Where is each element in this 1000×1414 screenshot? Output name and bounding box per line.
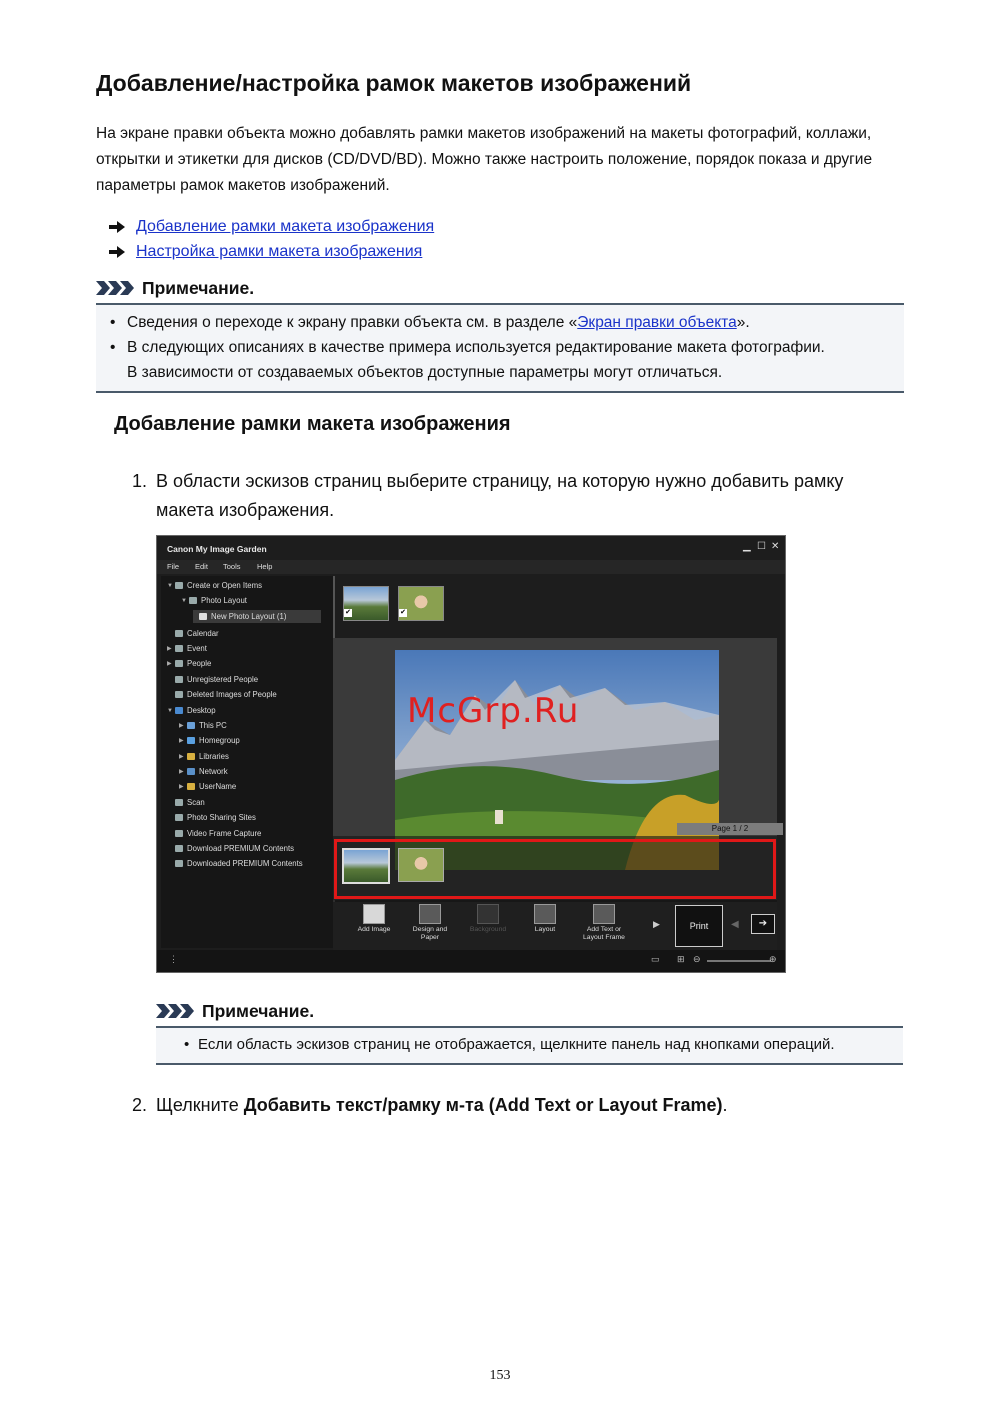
menu-file[interactable]: File [167, 562, 180, 571]
step-1 [132, 467, 892, 527]
person-icon [175, 691, 183, 698]
window-title: Canon My Image Garden [167, 544, 267, 554]
note-chevrons-icon [156, 1003, 196, 1019]
add-image-icon [363, 904, 385, 924]
folder-icon [187, 753, 195, 760]
tree-item-deleted-images[interactable]: Deleted Images of People [167, 690, 277, 699]
note-box [156, 1026, 903, 1065]
tree-item-desktop[interactable]: ▼ Desktop [167, 706, 216, 715]
background-icon [477, 904, 499, 924]
add-image-button[interactable]: Add Image [351, 904, 397, 934]
zoom-slider[interactable] [707, 960, 771, 962]
tree-item-calendar[interactable]: Calendar [167, 629, 219, 638]
desktop-icon [175, 707, 183, 714]
minimize-icon[interactable]: ▁ [743, 541, 751, 552]
design-paper-icon [419, 904, 441, 924]
homegroup-icon [187, 737, 195, 744]
menu-tools[interactable]: Tools [223, 562, 241, 571]
note-text: ». [736, 314, 750, 331]
link-edit-screen[interactable]: Экран правки объекта [577, 314, 737, 331]
highlight-frame [334, 839, 776, 899]
tree-item-photo-layout[interactable]: ▼ Photo Layout [181, 596, 247, 605]
note-heading [96, 273, 904, 303]
layout-button[interactable]: Layout [523, 904, 567, 934]
tree-item-network[interactable]: ▶ Network [179, 767, 228, 776]
add-text-icon [593, 904, 615, 924]
layout-icon [199, 613, 207, 620]
arrow-right-icon [108, 220, 126, 234]
step-number: 1. [132, 471, 148, 491]
status-bar [157, 950, 785, 972]
note-text: Если область эскизов страниц не отображается, щелкните панель над кнопками операций. [198, 1036, 835, 1053]
bullet: • [184, 1036, 190, 1053]
tree-item-scan[interactable]: Scan [167, 798, 205, 807]
zoom-in-icon[interactable]: ⊕ [769, 954, 777, 964]
layout-icon [189, 597, 197, 604]
tree-item-download-premium[interactable]: Download PREMIUM Contents [167, 844, 294, 853]
chevron-right-icon[interactable]: ▶ [653, 919, 660, 929]
step-text-suffix: . [722, 1095, 728, 1115]
fit-icon[interactable]: ⊞ [677, 954, 685, 964]
link-row-adjust [108, 239, 434, 264]
tree-item-unregistered-people[interactable]: Unregistered People [167, 675, 258, 684]
arrow-right-icon [108, 245, 126, 259]
page-number: 153 [489, 1368, 511, 1383]
note-block-1 [96, 273, 904, 393]
link-add-layout-frame[interactable]: Добавление рамки макета изображения [136, 217, 435, 235]
layout-icon [534, 904, 556, 924]
next-arrow-icon[interactable]: ➔ [751, 914, 775, 934]
link-adjust-layout-frame[interactable]: Настройка рамки макета изображения [136, 242, 423, 260]
page-indicator: Page 1 / 2 [677, 823, 783, 835]
watermark: McGrp.Ru [407, 691, 580, 731]
note-text: В зависимости от создаваемых объектов доступные параметры могут отличаться. [127, 364, 723, 381]
note-item [156, 1032, 903, 1057]
menu-edit[interactable]: Edit [195, 562, 208, 571]
app-screenshot [156, 535, 786, 973]
network-icon [187, 768, 195, 775]
maximize-icon[interactable]: ☐ [757, 541, 766, 552]
design-paper-button[interactable]: Design and Paper [407, 904, 453, 942]
section-links [108, 214, 434, 264]
close-icon[interactable]: ✕ [771, 541, 780, 552]
download-icon [175, 845, 183, 852]
info-icon[interactable]: ⋮ [169, 954, 178, 964]
folder-icon [175, 860, 183, 867]
step-text [156, 1091, 728, 1120]
step-text-prefix: Щелкните [156, 1095, 244, 1115]
background-button[interactable]: Background [463, 904, 513, 934]
tree-item-create[interactable]: ▼ Create or Open Items [167, 581, 262, 590]
zoom-out-icon[interactable]: ⊖ [693, 954, 701, 964]
add-text-frame-label: Добавить текст/рамку м-та (Add Text or Layout Frame) [243, 1095, 723, 1115]
folder-icon [187, 783, 195, 790]
note-text: В следующих описаниях в качестве примера используется редактирование макета фотографии. [127, 339, 825, 356]
step-text [156, 467, 843, 525]
tree-item-video-frame[interactable]: Video Frame Capture [167, 829, 261, 838]
intro-paragraph: На экране правки объекта можно добавлять рамки макетов изображений на макеты фотографий, коллажи, открытки и этикетки для дисков (CD/DVD/BD). Можно также настроить положение, порядок показа и другие параметры рамок макетов изображений. [96, 125, 873, 194]
checkbox-icon[interactable]: ✔ [400, 609, 406, 616]
note-item [96, 310, 904, 335]
tree-item-new-photo-layout[interactable]: New Photo Layout (1) [193, 610, 321, 623]
person-icon [175, 676, 183, 683]
bullet: • [110, 339, 116, 356]
step-number: 2. [132, 1095, 148, 1115]
note-text: Сведения о переходе к экрану правки объекта см. в разделе « [127, 314, 578, 331]
note-block-2 [156, 996, 903, 1065]
tree-item-username[interactable]: ▶ UserName [179, 782, 237, 791]
step-text-line: макета изображения. [156, 500, 335, 520]
link-row-add [108, 214, 434, 239]
computer-icon [187, 722, 195, 729]
tree-item-people[interactable]: ▶ People [167, 659, 212, 668]
note-box [96, 303, 904, 393]
scan-icon [175, 799, 183, 806]
menu-help[interactable]: Help [257, 562, 273, 571]
event-icon [175, 645, 183, 652]
view-icon[interactable]: ▭ [651, 954, 660, 964]
note-chevrons-icon [96, 280, 136, 296]
back-arrow-icon[interactable]: ◀ [731, 919, 739, 930]
step-text-line: В области эскизов страниц выберите страницу, на которую нужно добавить рамку [156, 471, 844, 491]
note-heading [156, 996, 903, 1026]
page-title: Добавление/настройка рамок макетов изображений [96, 70, 692, 96]
tree-item-downloaded-premium[interactable]: Downloaded PREMIUM Contents [167, 859, 303, 868]
note-heading-text: Примечание. [202, 1000, 315, 1021]
share-icon [175, 814, 183, 821]
note-heading-text: Примечание. [142, 277, 255, 298]
bullet: • [110, 314, 116, 331]
tree-item-this-pc[interactable]: ▶ This PC [179, 721, 227, 730]
tree-item-libraries[interactable]: ▶ Libraries [179, 752, 229, 761]
person-icon [175, 660, 183, 667]
create-icon [175, 582, 183, 589]
video-icon [175, 830, 183, 837]
tree-item-homegroup[interactable]: ▶ Homegroup [179, 736, 240, 745]
menu-bar [157, 560, 785, 574]
print-button[interactable]: Print [675, 905, 723, 947]
navigation-tree [161, 576, 335, 948]
add-text-frame-button[interactable]: Add Text or Layout Frame [577, 904, 631, 942]
step-2 [132, 1091, 892, 1121]
note-item [96, 335, 904, 385]
section-title: Добавление рамки макета изображения [114, 413, 511, 435]
tree-item-photo-sharing[interactable]: Photo Sharing Sites [167, 813, 256, 822]
tree-item-event[interactable]: ▶ Event [167, 644, 207, 653]
checkbox-icon[interactable]: ✔ [345, 609, 351, 616]
calendar-icon [175, 630, 183, 637]
